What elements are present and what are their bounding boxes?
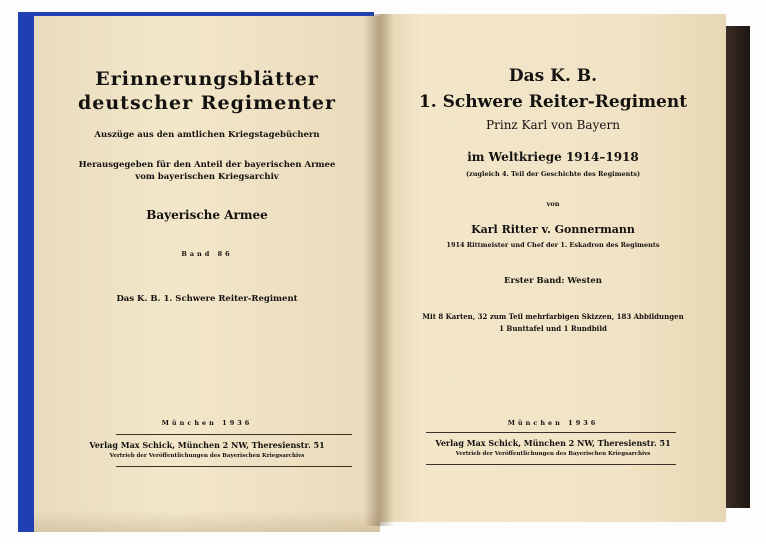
by-line: von [546,200,560,208]
part-note: (zugleich 4. Teil der Geschichte des Regiments) [465,170,641,178]
editor-line2: vom bayerischen Kriegsarchiv [135,172,279,182]
author-role: 1914 Rittmeister und Chef der 1. Eskadron des Regiments [446,241,660,249]
contents-line2: 1 Bunttafel und 1 Rundbild [499,324,607,333]
volume-number: Band 86 [181,250,233,258]
title-line1: Das K. B. [508,66,598,86]
title-line3: Prinz Karl von Bayern [486,118,620,132]
editor-line1: Herausgegeben für den Anteil der bayerischen Armee [78,160,336,170]
title-line2: 1. Schwere Reiter-Regiment [418,92,688,112]
series-title-line2: deutscher Regimenter [77,92,337,114]
book-gutter [364,14,394,526]
war-line: im Weltkriege 1914–1918 [467,150,639,164]
left-page [34,16,380,532]
right-page [380,14,726,522]
back-cover-edge [726,26,750,508]
author-name: Karl Ritter v. Gonnermann [471,223,635,236]
army-heading: Bayerische Armee [146,208,268,222]
place-year: München 1936 [161,419,253,427]
series-subtitle: Auszüge aus den amtlichen Kriegstagebüchern [94,130,320,140]
distribution-line: Vertrieb der Veröffentlichungen des Bayerischen Kriegsarchivs [109,453,305,459]
rule-top [116,434,352,435]
rule-top-right [426,432,676,433]
series-title-line1: Erinnerungsblätter [95,68,319,90]
volume-title: Das K. B. 1. Schwere Reiter-Regiment [116,294,298,304]
publisher-line: Verlag Max Schick, München 2 NW, Theresienstr. 51 [89,440,325,450]
distribution-line-right: Vertrieb der Veröffentlichungen des Bayerischen Kriegsarchivs [455,451,651,457]
place-year-right: München 1936 [507,419,599,427]
volume-name: Erster Band: Westen [504,276,602,286]
contents-line1: Mit 8 Karten, 32 zum Teil mehrfarbigen Skizzen, 183 Abbildungen [422,312,684,321]
publisher-line-right: Verlag Max Schick, München 2 NW, Theresienstr. 51 [435,438,671,448]
rule-bottom [116,466,352,467]
rule-bottom-right [426,464,676,465]
